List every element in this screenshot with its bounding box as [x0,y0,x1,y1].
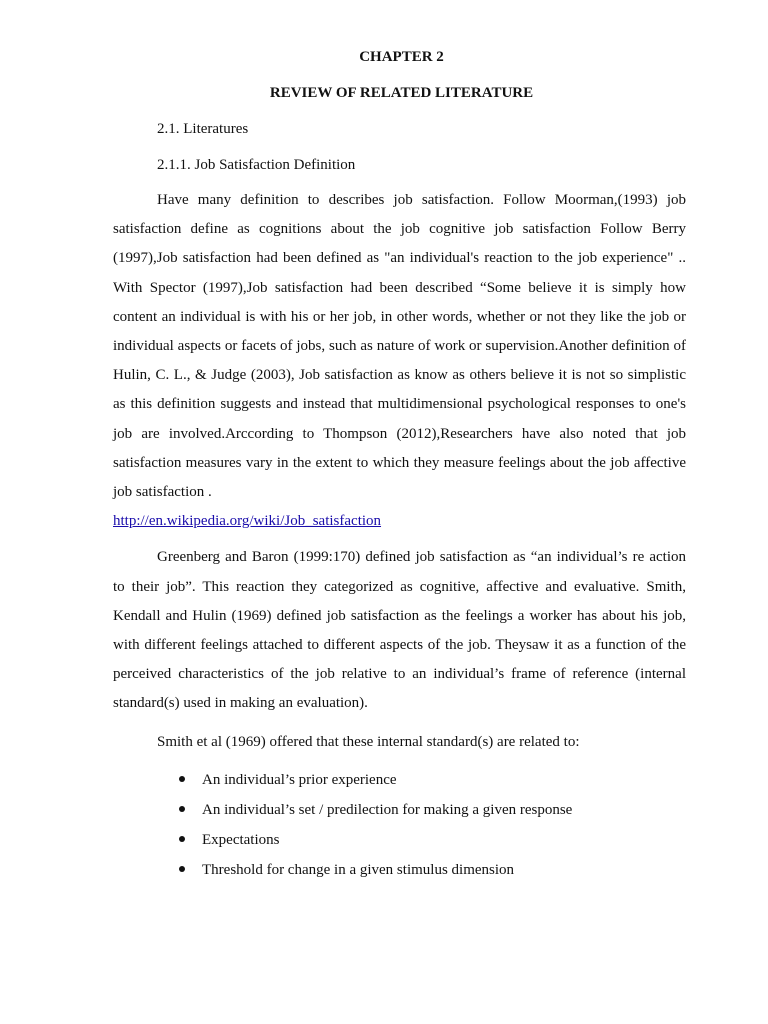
list-intro: Smith et al (1969) offered that these internal standard(s) are related to: [157,733,580,750]
bullet-icon [179,836,185,842]
list-item-text: Expectations [202,831,280,848]
list-item [179,801,686,819]
subsection-heading: 2.1. Literatures [157,121,249,137]
wikipedia-link[interactable]: http://en.wikipedia.org/wiki/Job_satisfaction [113,513,382,530]
section-title: REVIEW OF RELATED LITERATURE [269,85,534,101]
chapter-title: CHAPTER 2 [359,49,444,65]
subsubsection-heading: 2.1.1. Job Satisfaction Definition [157,157,356,173]
internal-standards-list [113,771,686,879]
paragraph1-text: Have many definition to describes job satisfaction. Follow Moorman,(1993) job satisfaction define as cognitions about the job cognitive job satisfaction Follow Berry (1997),Job satisfaction had been defined as "an individual's reaction to the job experience" .. With Spector (1997),Job satisfaction had been described “Some believe it is simply how content an individual is with his or her job, in other words, whether or not they like the job or individual aspects or facets of jobs, such as nature of work or supervision.Another definition of Hulin, C. L., & Judge (2003), Job satisfaction as know as others believe it is not so simplistic as this definition suggests and instead that multidimensional psychological responses to one's job are involved.Arccording to Thompson (2012),Researchers have also noted that job satisfaction measures vary in the extent to which they measure feelings about the job affective job satisfaction . [113,192,686,501]
paragraph-greenberg-baron [113,543,686,718]
bullet-icon [179,866,185,872]
bullet-icon [179,776,185,782]
paragraph-job-satisfaction-definitions [113,186,686,536]
list-item-text: Threshold for change in a given stimulus dimension [202,861,515,878]
list-item-text: An individual’s set / predilection for making a given response [202,801,573,818]
paragraph2-text: Greenberg and Baron (1999:170) defined job satisfaction as “an individual’s re action to their job”. This reaction they categorized as cognitive, affective and evaluative. Smith, Kendall and Hulin (1969) defined job satisfaction as the feelings a worker has about his job, with different feelings attached to different aspects of the job. Theysaw it as a function of the perceived characteristics of the job relative to an individual’s frame of reference (internal standard(s) used in making an evaluation). [113,549,686,712]
list-item [179,861,686,879]
list-item-text: An individual’s prior experience [202,771,397,788]
bullet-icon [179,806,185,812]
list-item [179,831,686,849]
list-item [179,771,686,789]
